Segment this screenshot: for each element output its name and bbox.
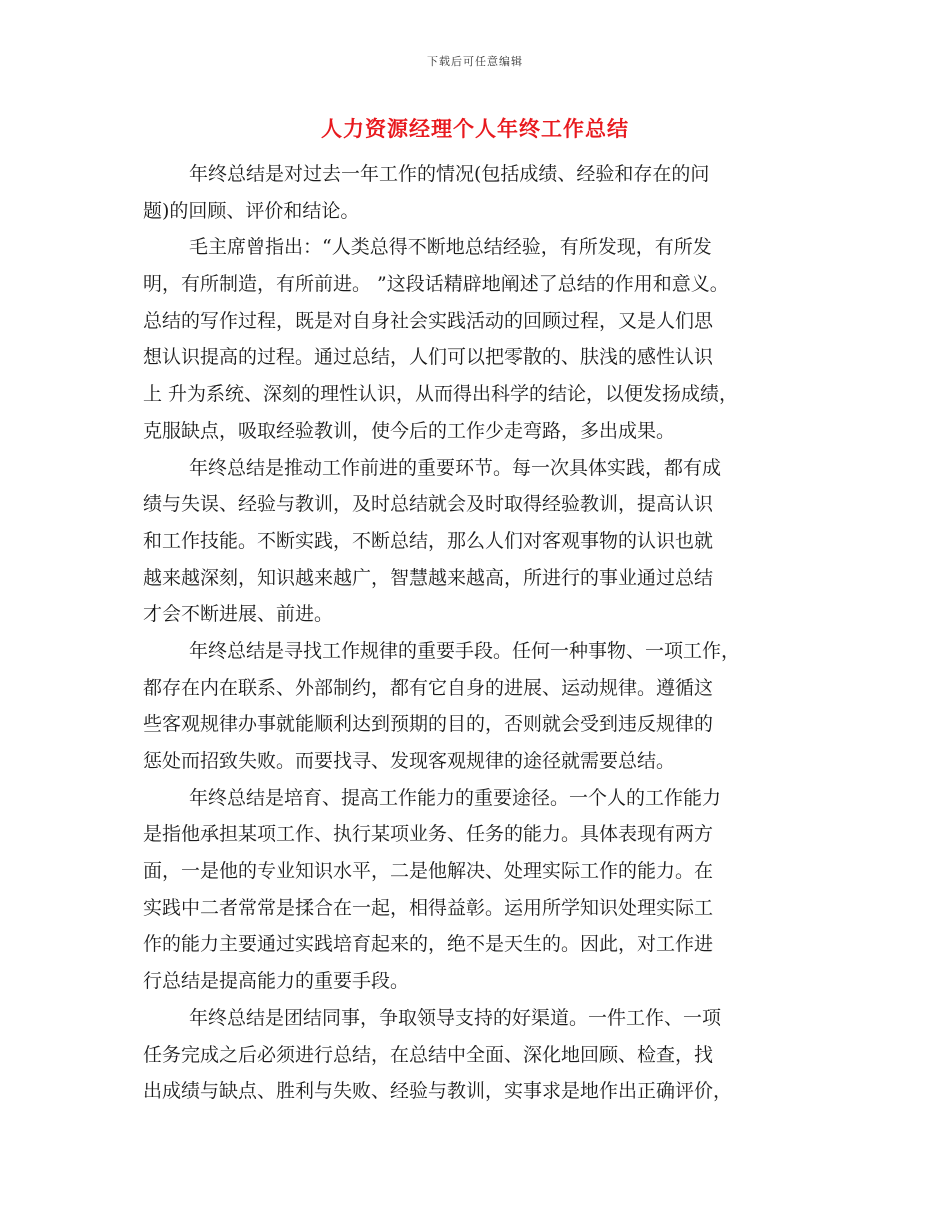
- text-line: 面，一是他的专业知识水平，二是他解决、处理实际工作的能力。在: [143, 860, 714, 883]
- text-line: 年终总结是推动工作前进的重要环节。每一次具体实践，都有成: [189, 456, 722, 479]
- text-line: 毛主席曾指出：“人类总得不断地总结经验，有所发现，有所发: [189, 236, 712, 259]
- text-line: 年终总结是寻找工作规律的重要手段。任何一种事物、一项工作，: [189, 639, 741, 662]
- text-line: 些客观规律办事就能顺利达到预期的目的，否则就会受到违反规律的: [143, 713, 714, 736]
- text-line: 克服缺点，吸取经验教训，使今后的工作少走弯路，多出成果。: [143, 419, 676, 442]
- text-line: 明，有所制造，有所前进。 ”这段话精辟地阐述了总结的作用和意义。: [143, 273, 729, 296]
- text-line: 实践中二者常常是揉合在一起，相得益彰。运用所学知识处理实际工: [143, 896, 714, 919]
- header-note: 下载后可任意编辑: [427, 55, 523, 68]
- text-line: 行总结是提高能力的重要手段。: [143, 970, 410, 993]
- text-line: 题)的回顾、评价和结论。: [143, 199, 360, 222]
- text-line: 作的能力主要通过实践培育起来的，绝不是天生的。因此，对工作进: [143, 933, 714, 956]
- text-line: 是指他承担某项工作、执行某项业务、任务的能力。具体表现有两方: [143, 823, 714, 846]
- text-line: 年终总结是团结同事，争取领导支持的好渠道。一件工作、一项: [189, 1006, 722, 1029]
- text-line: 绩与失误、经验与教训，及时总结就会及时取得经验教训，提高认识: [143, 493, 714, 516]
- text-line: 都存在内在联系、外部制约，都有它自身的进展、运动规律。遵循这: [143, 676, 714, 699]
- text-line: 年终总结是对过去一年工作的情况(包括成绩、经验和存在的问: [189, 163, 710, 185]
- text-line: 总结的写作过程，既是对自身社会实践活动的回顾过程，又是人们思: [143, 309, 714, 332]
- text-line: 才会不断进展、前进。: [143, 603, 334, 626]
- text-line: 惩处而招致失败。而要找寻、发现客观规律的途径就需要总结。: [143, 750, 676, 772]
- document-body: [143, 156, 815, 1110]
- text-line: 越来越深刻，知识越来越广，智慧越来越高，所进行的事业通过总结: [143, 566, 714, 589]
- text-line: 年终总结是培育、提高工作能力的重要途径。一个人的工作能力: [189, 786, 722, 809]
- text-line: 想认识提高的过程。通过总结，人们可以把零散的、肤浅的感性认识: [143, 346, 714, 369]
- text-line: 任务完成之后必须进行总结，在总结中全面、深化地回顾、检查，找: [143, 1043, 714, 1066]
- text-line: 和工作技能。不断实践，不断总结，那么人们对客观事物的认识也就: [143, 529, 714, 552]
- document-title: 人力资源经理个人年终工作总结: [321, 116, 629, 141]
- text-line: 上 升为系统、深刻的理性认识，从而得出科学的结论，以便发扬成绩，: [143, 383, 739, 406]
- text-line: 出成绩与缺点、胜利与失败、经验与教训，实事求是地作出正确评价，: [143, 1080, 733, 1103]
